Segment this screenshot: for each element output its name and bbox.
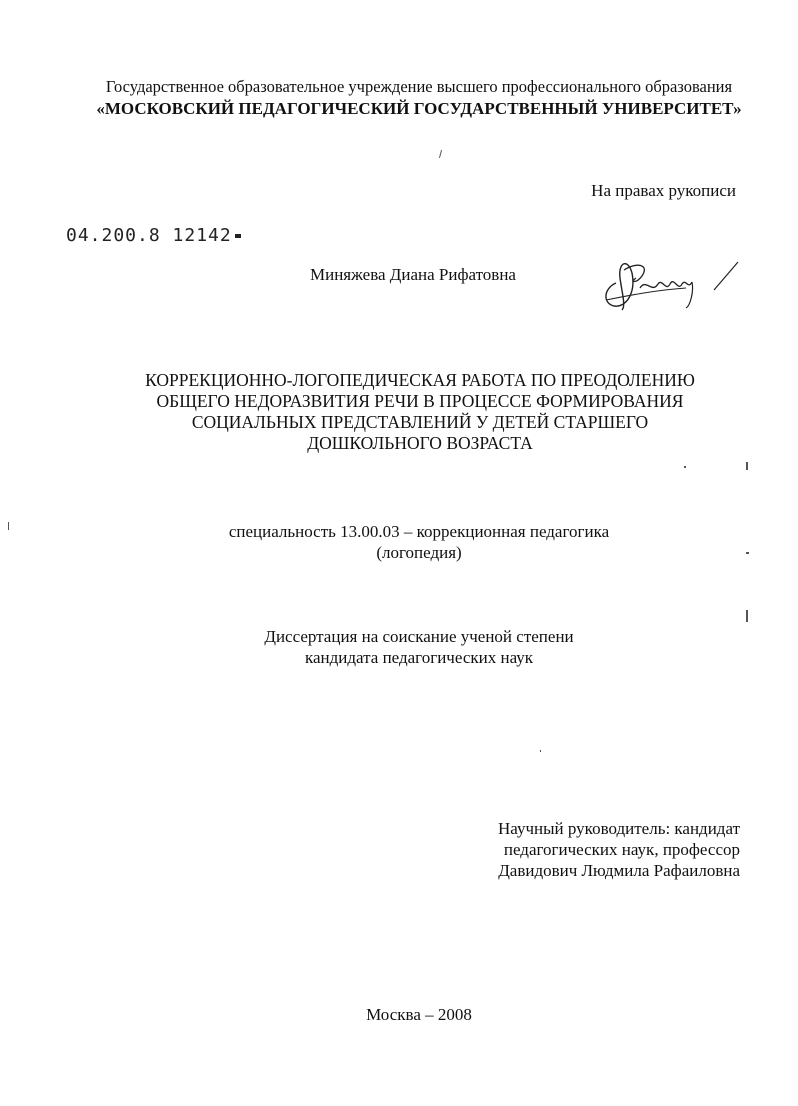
supervisor-line-2: педагогических наук, профессор — [503, 840, 740, 859]
scan-mark — [439, 150, 442, 158]
specialty-block — [0, 521, 798, 563]
scan-speck — [746, 610, 748, 622]
scan-speck — [684, 466, 686, 468]
specialty-line-1: специальность 13.00.03 – коррекционная педагогика — [228, 522, 610, 541]
title-line-1: КОРРЕКЦИОННО-ЛОГОПЕДИЧЕСКАЯ РАБОТА ПО ПРЕОДОЛЕНИЮ — [145, 370, 695, 390]
title-line-4: ДОШКОЛЬНОГО ВОЗРАСТА — [307, 433, 533, 453]
supervisor-line-3: Давидович Людмила Рафаиловна — [498, 861, 740, 880]
supervisor-line-1: Научный руководитель: кандидат — [498, 819, 740, 838]
degree-block — [0, 626, 798, 668]
institution-line-1: Государственное образовательное учреждение высшего профессионального образования — [105, 77, 733, 96]
stamp-number-text: 04.200.8 12142 — [66, 225, 232, 246]
stamp-dot — [235, 234, 241, 238]
title-line-3: СОЦИАЛЬНЫХ ПРЕДСТАВЛЕНИЙ У ДЕТЕЙ СТАРШЕГО — [191, 412, 649, 432]
manuscript-note: На правах рукописи — [591, 181, 736, 200]
institution-line-2: «МОСКОВСКИЙ ПЕДАГОГИЧЕСКИЙ ГОСУДАРСТВЕННЫЙ УНИВЕРСИТЕТ» — [96, 99, 742, 118]
degree-line-1: Диссертация на соискание ученой степени — [264, 627, 574, 646]
handwritten-signature-icon — [596, 248, 746, 318]
specialty-line-2: (логопедия) — [376, 543, 462, 562]
dissertation-title — [60, 370, 780, 454]
stamp-number — [66, 225, 241, 247]
title-line-2: ОБЩЕГО НЕДОРАЗВИТИЯ РЕЧИ В ПРОЦЕССЕ ФОРМИРОВАНИЯ — [156, 391, 684, 411]
supervisor-block — [498, 818, 740, 881]
author-name: Миняжева Диана Рифатовна — [310, 265, 516, 284]
degree-line-2: кандидата педагогических наук — [304, 648, 534, 667]
scan-speck — [540, 750, 541, 752]
scan-speck — [746, 462, 748, 470]
city-year: Москва – 2008 — [366, 1005, 472, 1024]
